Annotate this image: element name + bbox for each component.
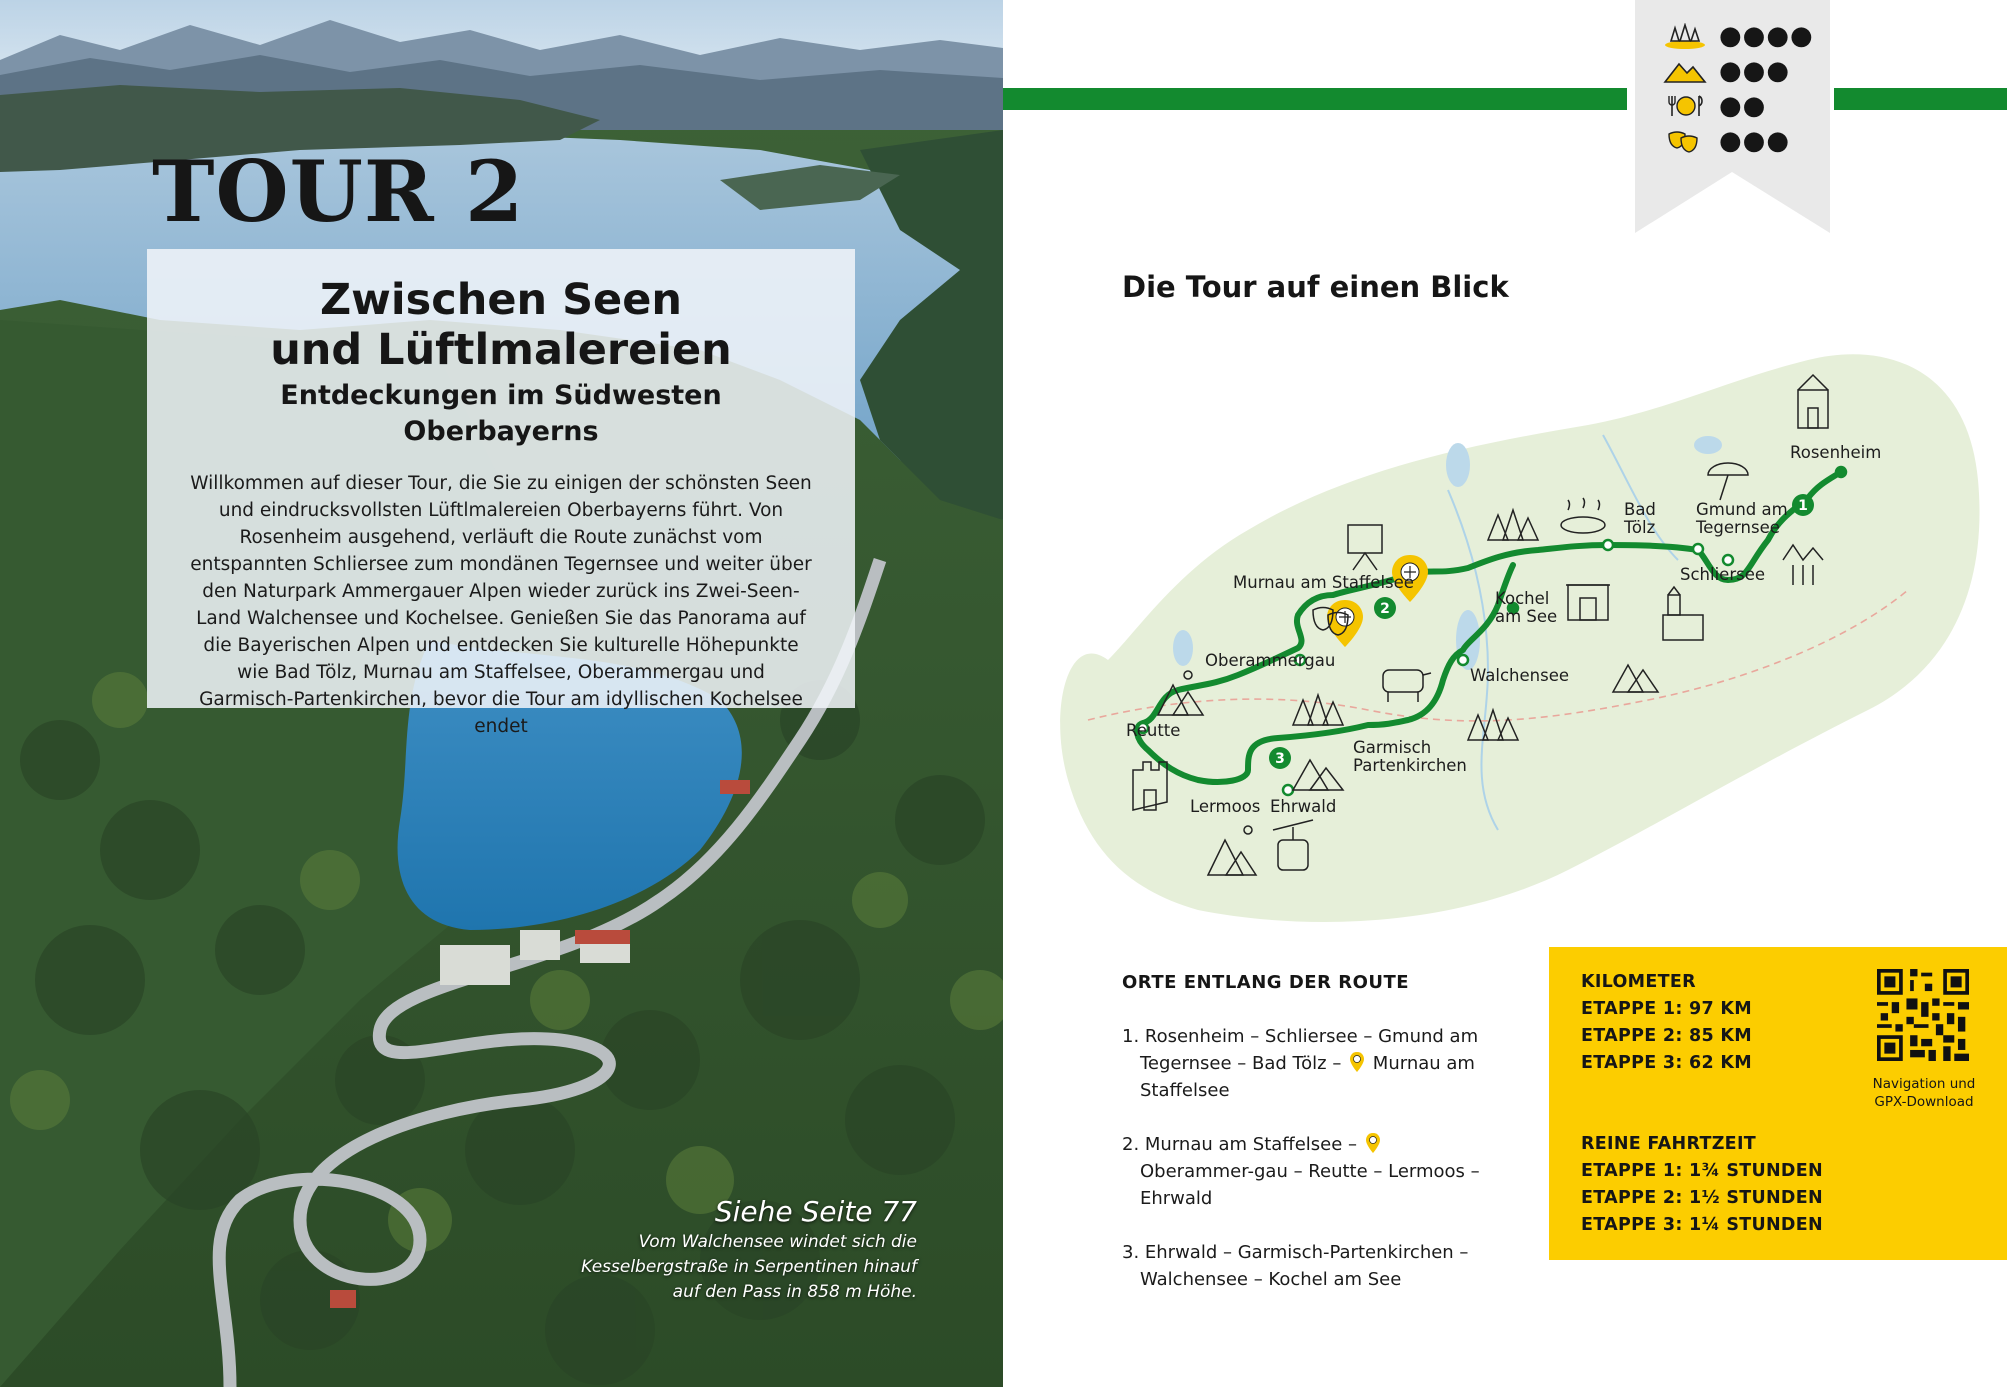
qr-caption-line-1: Navigation und (1872, 1076, 1976, 1092)
photo-caption (581, 1194, 917, 1305)
svg-text:Tölz: Tölz (1624, 518, 1656, 537)
dining-icon (1663, 93, 1707, 119)
rating-row-landscape (1663, 58, 1790, 84)
svg-text:Gmund am: Gmund am (1696, 500, 1788, 519)
km-stage-2: ETAPPE 2: 85 KM (1581, 1026, 1752, 1046)
map-pin-icon (1350, 1052, 1364, 1072)
rating-dots: ●●● (1719, 126, 1791, 156)
info-box (1549, 947, 2007, 1260)
intro-box (147, 249, 855, 737)
caption-text (581, 1230, 917, 1305)
svg-text:Reutte: Reutte (1126, 721, 1181, 740)
mountain-icon (1663, 58, 1707, 84)
headline (187, 275, 815, 375)
svg-text:Bad: Bad (1624, 500, 1656, 519)
qr-caption-line-2: GPX-Download (1874, 1094, 1974, 1110)
rating-dots: ●●●● (1719, 21, 1814, 51)
page-reference: Siehe Seite 77 (714, 1195, 917, 1228)
green-bar-left (1003, 88, 1627, 110)
caption-line-1: Vom Walchensee windet sich die (638, 1232, 917, 1252)
forest-icon (1663, 23, 1707, 49)
time-stage-2: ETAPPE 2: 1½ STUNDEN (1581, 1188, 1823, 1208)
svg-text:Tegernsee: Tegernsee (1696, 518, 1780, 537)
svg-text:3: 3 (1275, 751, 1285, 767)
headline-line-1: Zwischen Seen (320, 275, 682, 325)
green-bar-right (1834, 88, 2007, 110)
svg-text:Oberammergau: Oberammergau (1205, 651, 1336, 670)
stage-badge-2 (1374, 597, 1396, 619)
qr-code[interactable] (1877, 969, 1969, 1061)
right-page (1003, 0, 2007, 1387)
stage-badge-3 (1269, 747, 1291, 769)
places-heading: ORTE ENTLANG DER ROUTE (1122, 972, 1410, 993)
stage-3-text: 3. Ehrwald – Garmisch-Partenkirchen – Walchensee – Kochel am See (1122, 1242, 1469, 1290)
km-stage-1: ETAPPE 1: 97 KM (1581, 999, 1752, 1019)
places-list (1122, 1023, 1502, 1320)
rating-row-food (1663, 93, 1766, 119)
rating-row-culture (1663, 128, 1790, 154)
rating-dots: ●●● (1719, 56, 1791, 86)
svg-text:2: 2 (1380, 601, 1390, 617)
map-title: Die Tour auf einen Blick (1122, 270, 1509, 304)
culture-masks-icon (1663, 128, 1707, 154)
tour-title: TOUR 2 (152, 142, 525, 241)
svg-text:am See: am See (1495, 607, 1558, 626)
time-stage-3: ETAPPE 3: 1¼ STUNDEN (1581, 1215, 1823, 1235)
svg-text:Partenkirchen: Partenkirchen (1353, 756, 1467, 775)
km-heading: KILOMETER (1581, 972, 1696, 992)
svg-text:Schliersee: Schliersee (1680, 565, 1766, 584)
headline-line-2: und Lüftlmalereien (270, 325, 732, 375)
svg-text:Rosenheim: Rosenheim (1790, 443, 1882, 462)
time-stage-1: ETAPPE 1: 1¾ STUNDEN (1581, 1161, 1823, 1181)
svg-text:1: 1 (1798, 498, 1808, 514)
list-item (1122, 1023, 1502, 1104)
caption-line-2: Kesselbergstraße in Serpentinen hinauf (581, 1257, 917, 1277)
stage-2-text: 2. Murnau am Staffelsee – (1122, 1134, 1358, 1155)
subheadline: Entdeckungen im Südwesten Oberbayerns (280, 380, 722, 447)
qr-caption (1859, 1075, 1989, 1111)
intro-text: Willkommen auf dieser Tour, die Sie zu einigen der schönsten Seen und eindrucksvollsten Lüftlmalereien Oberbayerns führt. Von Rosenheim ausgehend, verläuft die Route zunächst vom entspannten Schliersee zum mondänen Tegernsee und weiter über den Naturpark Ammergauer Alpen wieder zurück ins Zwei-Seen-Land Walchensee und Kochelsee. Genießen Sie das Panorama auf die Bayerischen Alpen und entdecken Sie kulturelle Höhepunkte wie Bad Tölz, Murnau am Staffelsee, Oberammergau und Garmisch-Partenkirchen, bevor die Tour am idyllischen Kochelsee endet (190, 473, 812, 737)
caption-line-3: auf den Pass in 858 m Höhe. (672, 1282, 917, 1302)
stage-1-destination: Murnau am Staffelsee (1140, 1053, 1475, 1101)
left-page (0, 0, 1003, 1387)
svg-text:Lermoos: Lermoos (1190, 797, 1261, 816)
rating-row-nature (1663, 23, 1814, 49)
svg-text:Kochel: Kochel (1495, 589, 1550, 608)
time-heading: REINE FAHRTZEIT (1581, 1134, 1756, 1154)
rating-dots: ●● (1719, 91, 1767, 121)
svg-text:Ehrwald: Ehrwald (1270, 797, 1337, 816)
svg-text:Murnau am Staffelsee: Murnau am Staffelsee (1233, 573, 1414, 592)
svg-text:Walchensee: Walchensee (1470, 666, 1569, 685)
svg-text:Garmisch: Garmisch (1353, 738, 1432, 757)
stage-badge-1 (1792, 494, 1814, 516)
map-pin-icon (1366, 1133, 1380, 1153)
route-map (1048, 330, 1988, 950)
list-item (1122, 1131, 1502, 1212)
list-item (1122, 1239, 1502, 1293)
km-stage-3: ETAPPE 3: 62 KM (1581, 1053, 1752, 1073)
stage-2-destination: Oberammer-gau – Reutte – Lermoos – Ehrwald (1140, 1161, 1480, 1209)
stage-1-text: 1. Rosenheim – Schliersee – Gmund am Tegernsee – Bad Tölz – (1122, 1026, 1479, 1074)
